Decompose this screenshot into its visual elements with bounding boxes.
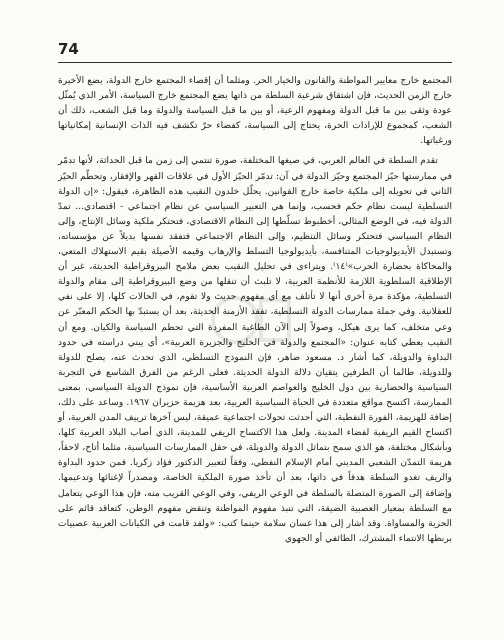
page-number: 74 — [58, 40, 79, 58]
page-header — [58, 36, 452, 66]
paragraph: تقدم السلطة في العالم العربي، في صيغها المختلفة، صورة تنتمي إلى زمن ما قبل الحداثة، لأنها تدمّر في ممارستها حيّز المجتمع وحيّز الدولة في آن: تدمّر الحيّز الأول في علاقات القهر والإفقار، وتحطّم الحيّز الثاني في تحويله إلى ملكية خاصة خارج القوانين. يحلّل خلدون النقيب هذه الظاهرة، فيقول: «إن الدولة التسلطية ليست نظام حكم فحسب، وإنما هي التعبير السياسي عن نظام اجتماعي - اقتصادي... تمدّ الدولة فيه، في الوضع المثالي، أخطبوط تسلّطها إلى النظام الاقتصادي، فتحتكر ملكية وسائل الإنتاج، وإلى النظام السياسي فتحتكر وسائل التنظيم، وإلى النظام الاجتماعي فتفقد نفسها بديلاً عن مؤسساته، وتستبدل الأيديولوجيات المتنافسة، بأيديولوجيا التسلط والإرهاب وقيمه الأصيلة بقيم الاستهلاك المتعي، والمحاكاة بحضارة الحرب»⁽١٤⁾. ويتراءى في تحليل النقيب بعض ملامح البيروقراطية الحديثة، غير أن الإطلاقية السلطوية اللازمة للأنظمة العربية، لا تلبث أن تنقلها من وضع البيروقراطية إلى مقام والدولة التسلطية، مؤكدة مرة أخرى أنها لا تأتلف مع أي مفهوم حديث ولا تقوم، في الحالات كلها، إلا على نفي للعقلانية. وفي جملة ممارسات الدولة التسلطية، تفقد الأزمنة الحديثة، بعد أن يستبدّ بها الحكم المعبّر عن وعي متخلف، كما يرى هيكل، وصولاً إلى الآن الطاغية المفردة التي تحطم السياسة والكيان. ومع أن النقيب يعطي كتابه عنوان: «المجتمع والدولة في الخليج والجزيرة العربية»، أي يبني دراسته في حدود البداوة والدويلة، كما أشار د. مسعود ضاهر، فإن النموذج التسلطي، الذي تحدث عنه، يصلح للدولة وللدويلة، طالما أن الطرفين يتقيان دلالة الدولة الحديثة. فعلى الرغم من الفرق الشاسع في التجربة السياسية والحضارية بين دول الخليج والعواصم العربية الأساسية، فإن نموذج الدويلة السياسي، بمعنى الممارسة، اكتسح مواقع متعددة في الحياة السياسية العربية، بعد هزيمة حزيران ١٩٦٧. وساعد على ذلك، إضافة للهزيمة، الفورة النفطية، التي أحدثت تحولات اجتماعية عميقة، ليس آخرها ترييف المدن العربية، أو اكتساح القيم الريفية لفضاء المدينة. ولعل هذا الاكتساح الريفي للمدينة، الذي أصاب البلاد العربية كلها، وبأشكال مختلفة، هو الذي سمح بتماثل الدولة والدويلة، في حقل الممارسات السياسية، مثلما أتاح، لاحقاً، هزيمة التمدّن الشعبي المديني أمام الإسلام النفطي، وفقاً لتعبير الدكتور فؤاد زكريا. فمن حدود البداوة والريف تغدو السلطة هدفاً في ذاتها، بعد أن تأخذ صورة الملكية الخاصة، ومصدراً لإغنائها وتدعيمها. وإضافة إلى الصورة المتصلة بالسلطة في الوعي الريفي، وفي الوعي القريب منه، فإن هذا الوعي يتعامل مع السلطة بمعيار العصبية الضيقة، التي تنبذ مفهوم المواطنة وتنقض مفهوم الوطن، كتعاقد قائم على الحرية والمساواة. وقد أشار إلى هذا غسان سلامة حينما كتب: «ولقد قامت في الكيانات العربية عصبيات بربطها الانتماء المشترك، الطائفي أو الجهوي — [58, 155, 453, 544]
paragraph: المجتمع خارج معايير المواطنة والقانون والخيار الحر. ومثلما أن إقصاء المجتمع خارج الدولة، يضع الأخيرة خارج الزمن الحديث، فإن اشتقاق شرعية السلطة من ذاتها يضع المجتمع خارج السياسة، الأمر الذي يُمثّل عودة وثقى بين ما قبل الدولة ومفهوم الرعية، أو بين ما قبل السياسة والدولة وما قبل الشعب، ذلك أن الشعب، كمجموع للإرادات الحرة، يحتاج إلى السياسة، كفضاء حرّ تكشف فيه الذات الإنسانية إمكانياتها ورغباتها. — [58, 75, 452, 147]
body-text — [58, 73, 452, 546]
header-rule — [58, 62, 452, 63]
